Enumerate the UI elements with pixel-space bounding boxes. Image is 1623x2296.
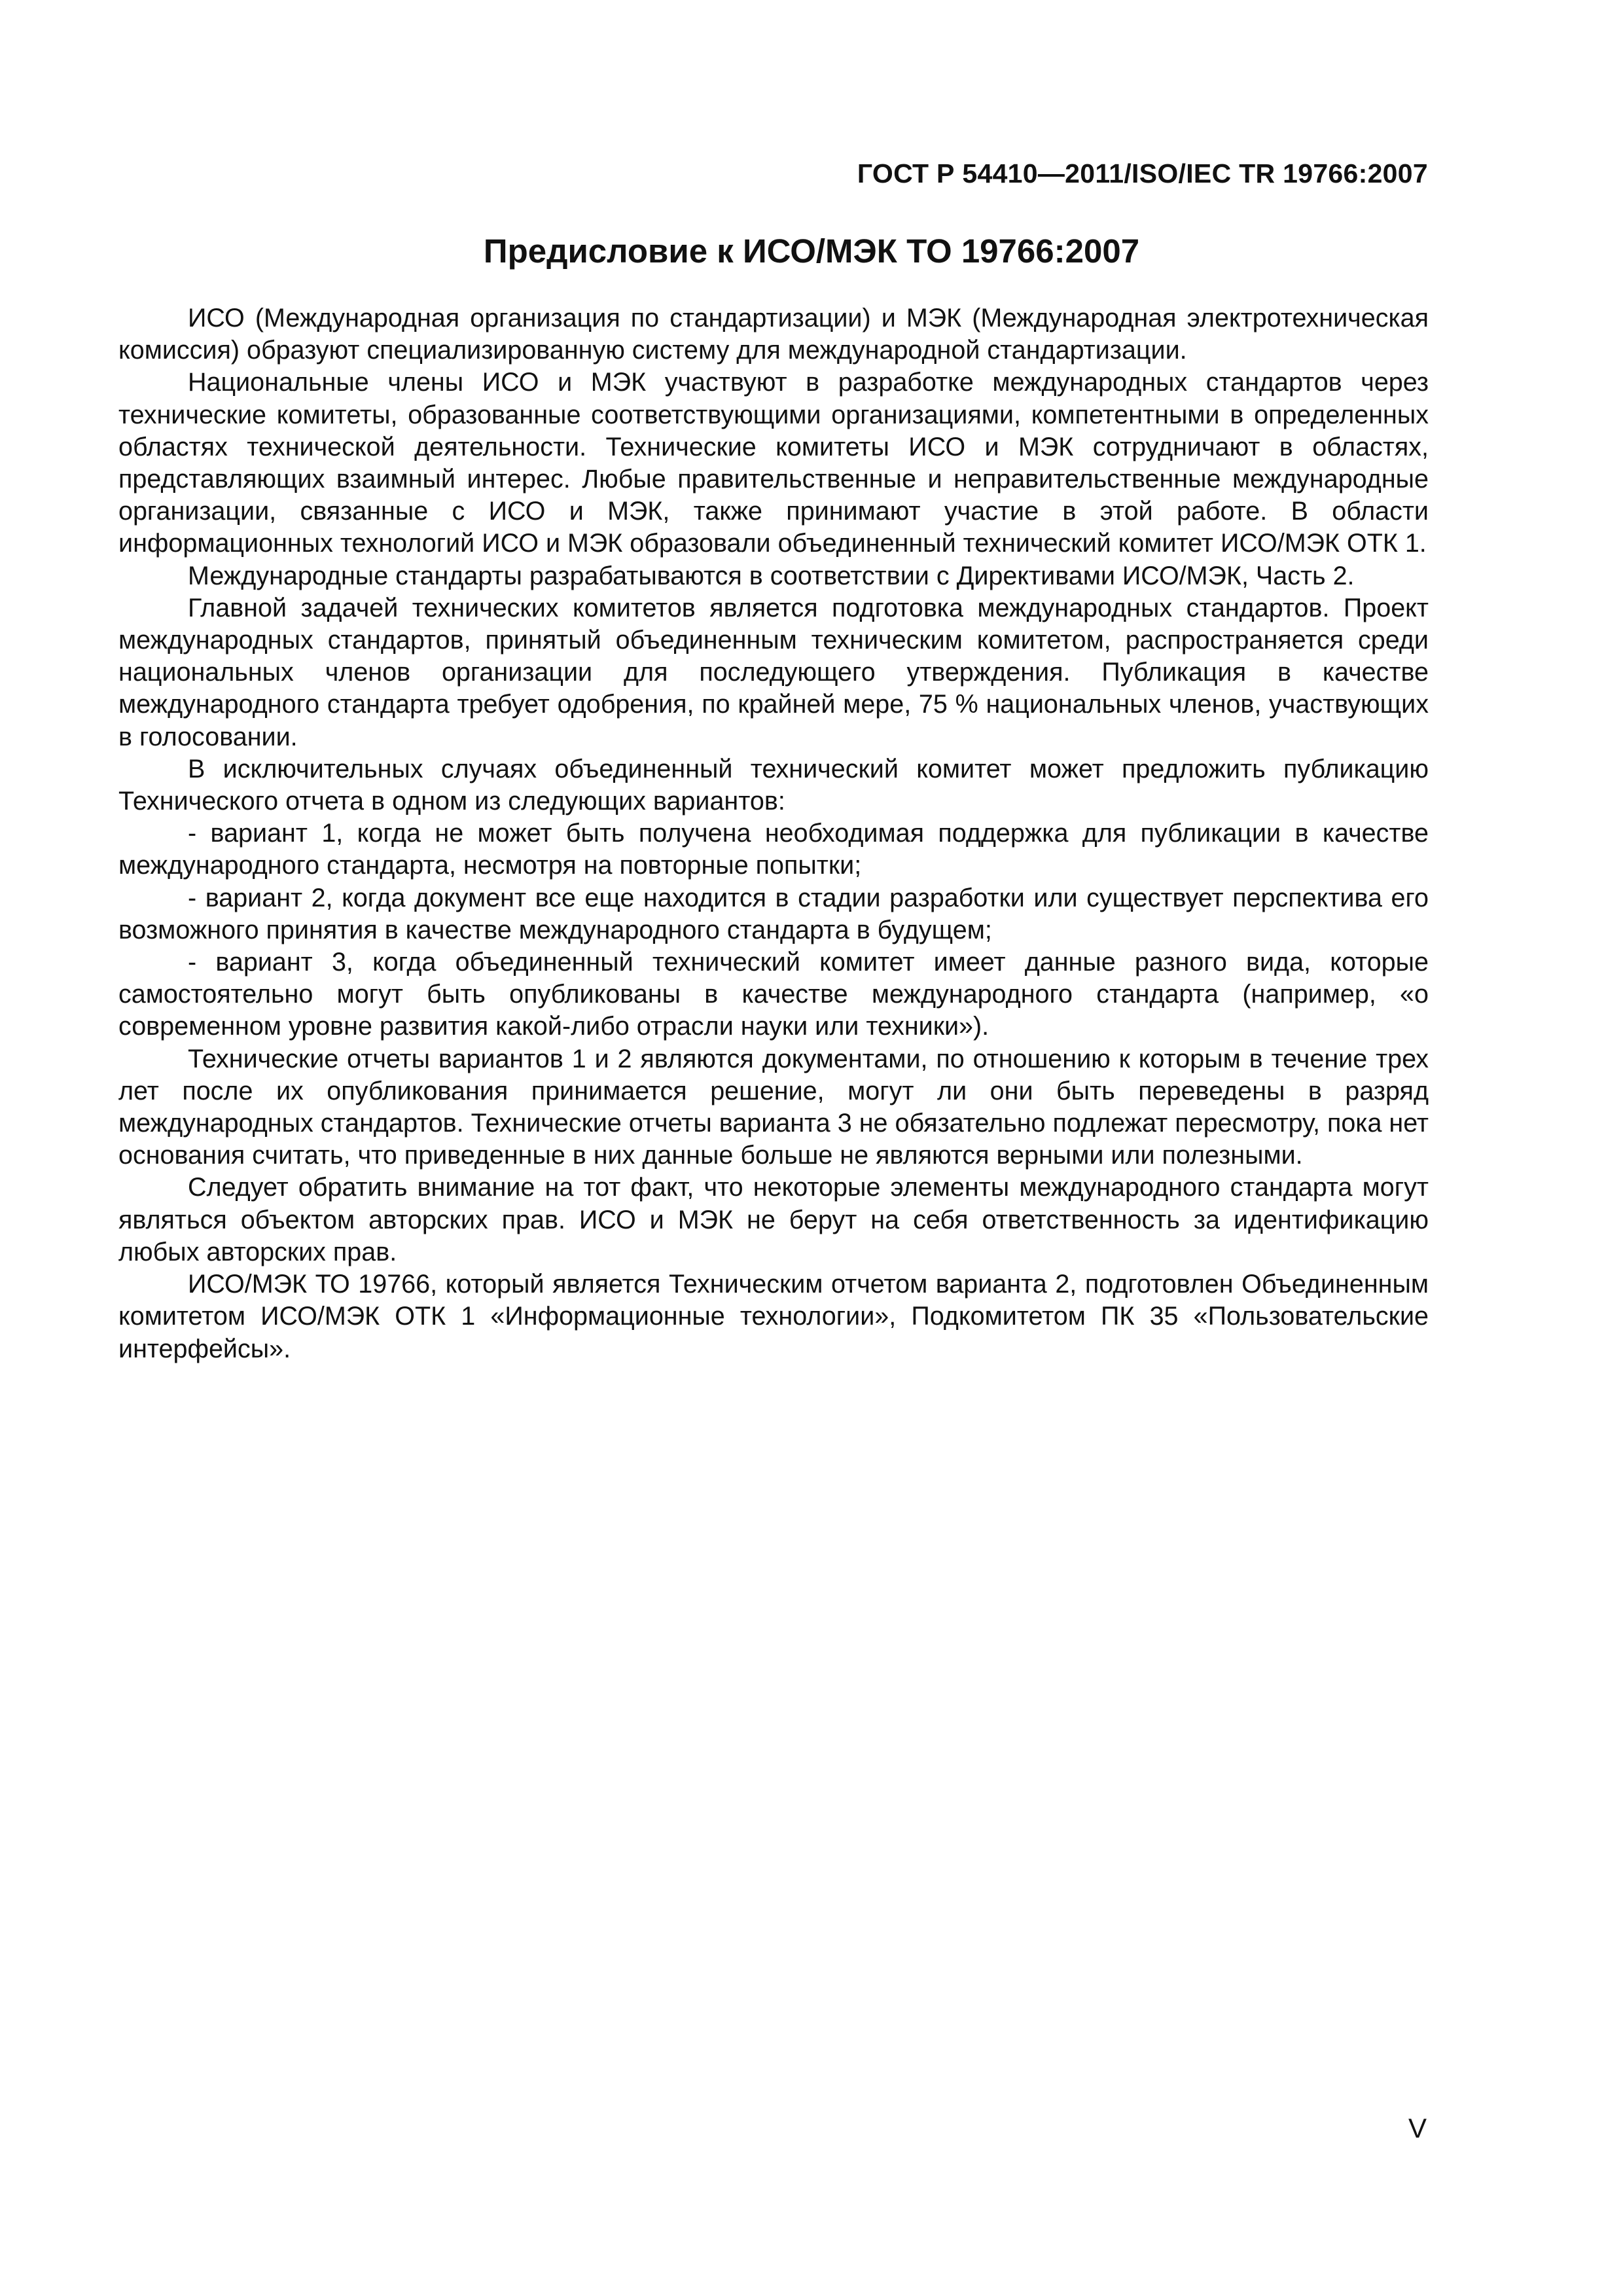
paragraph-copyright-notice: Следует обратить внимание на тот факт, что некоторые элементы международного стандарта могут являться объектом авторских прав. ИСО и МЭК не берут на себя ответственность за идентификацию любых авторских прав. [118,1173,1429,1266]
list-item-variant-1: - вариант 1, когда не может быть получена необходимая поддержка для публикации в качестве международного стандарта, несмотря на повторные попытки; [118,819,1429,880]
paragraph-directives: Международные стандарты разрабатываются в соответствии с Директивами ИСО/МЭК, Часть 2. [188,561,1355,590]
paragraph-national-members: Национальные члены ИСО и МЭК участвуют в разработке международных стандартов через технические комитеты, образованные соответствующими организациями, компетентными в определенных областях технической деятельности. Технические комитеты ИСО и МЭК сотрудничают в областях, представляющих взаимный интерес. Любые правительственные и неправительственные международные организации, связанные с ИСО и МЭК, также принимают участие в этой работе. В области информационных технологий ИСО и МЭК образовали объединенный технический комитет ИСО/МЭК ОТК 1. [118,368,1429,558]
paragraph-iso-iec-intro: ИСО (Международная организация по стандартизации) и МЭК (Международная электротехническая комиссия) образуют специализированную систему для международной стандартизации. [118,304,1429,365]
list-item-variant-2: - вариант 2, когда документ все еще находится в стадии разработки или существует перспектива его возможного принятия в качестве международного стандарта в будущем; [118,883,1429,944]
paragraph-exceptional-cases: В исключительных случаях объединенный технический комитет может предложить публикацию Технического отчета в одном из следующих вариантов: [118,754,1429,816]
paragraph-prepared-by: ИСО/МЭК ТО 19766, который является Техническим отчетом варианта 2, подготовлен Объединенным комитетом ИСО/МЭК ОТК 1 «Информационные технологии», Подкомитетом ПК 35 «Пользовательские интерфейсы». [118,1270,1429,1363]
page-number: V [1408,2113,1427,2144]
paragraph-main-task: Главной задачей технических комитетов является подготовка международных стандартов. Проект международных стандартов, принятый объединенным техническим комитетом, распространяется среди национальных членов организации для последующего утверждения. Публикация в качестве международного стандарта требует одобрения, по крайней мере, 75 % национальных членов, участвующих в голосовании. [118,593,1429,751]
list-item-variant-3: - вариант 3, когда объединенный технический комитет имеет данные разного вида, которые самостоятельно могут быть опубликованы в качестве международного стандарта (например, «о современном уровне развития какой-либо отрасли науки или техники»). [118,948,1429,1041]
paragraph-review-of-reports: Технические отчеты вариантов 1 и 2 являются документами, по отношению к которым в течение трех лет после их опубликования принимается решение, могут ли они быть переведены в разряд международных стандартов. Технические отчеты варианта 3 не обязательно подлежат пересмотру, пока нет основания считать, что приведенные в них данные больше не являются верными или полезными. [118,1044,1429,1170]
standard-code-header: ГОСТ Р 54410—2011/ISO/IEC TR 19766:2007 [857,158,1428,188]
preface-body [118,302,1429,1365]
page-title: Предисловие к ИСО/МЭК ТО 19766:2007 [483,232,1140,270]
